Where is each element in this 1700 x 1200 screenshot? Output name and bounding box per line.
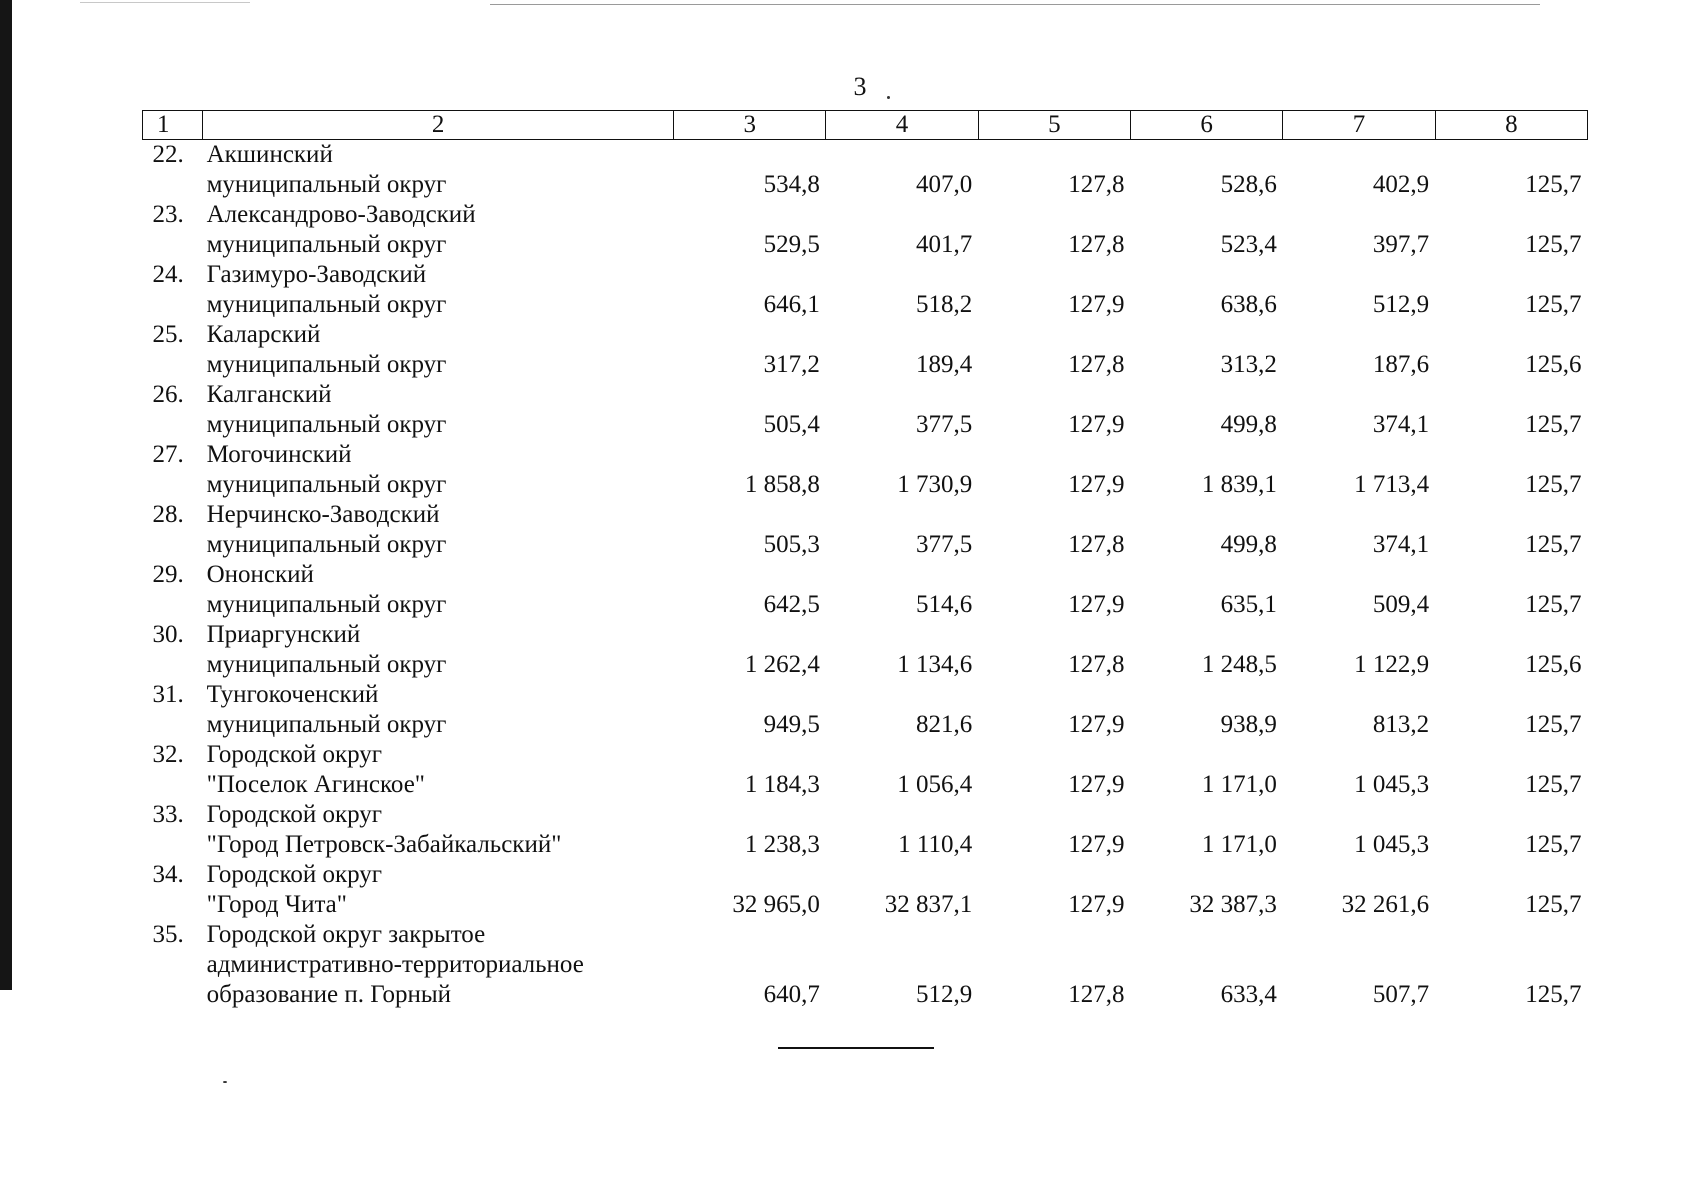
- row-name-line: Александрово-Заводский: [206, 201, 476, 228]
- value-cell: 127,8: [1068, 981, 1125, 1008]
- table-row: [143, 680, 1588, 740]
- table-row: [143, 800, 1588, 860]
- value-cell: 125,7: [1525, 981, 1582, 1008]
- value-cell: 32 261,6: [1341, 891, 1430, 918]
- value-cell: 125,6: [1525, 351, 1582, 378]
- row-name: [203, 200, 674, 260]
- value-cell: 187,6: [1372, 351, 1430, 378]
- value-cell: 377,5: [915, 411, 973, 438]
- value-cell: 518,2: [915, 291, 973, 318]
- value-cell: 528,6: [1220, 171, 1277, 198]
- row-name-line: муниципальный округ: [206, 711, 447, 738]
- row-name-line: "Поселок Агинское": [206, 771, 426, 798]
- header-cell: 1: [143, 111, 203, 140]
- value-cell: 507,7: [1372, 981, 1430, 1008]
- row-index: 35.: [152, 921, 184, 948]
- row-index: 33.: [152, 801, 184, 828]
- value-cell: 1 122,9: [1354, 651, 1430, 678]
- table-body: [143, 140, 1588, 1011]
- row-name-line: Городской округ: [206, 861, 383, 888]
- value-cell: 1 056,4: [897, 771, 973, 798]
- value-cell: 938,9: [1220, 711, 1277, 738]
- value-cell: 402,9: [1372, 171, 1430, 198]
- value-cell: 1 713,4: [1354, 471, 1430, 498]
- table-header: [143, 111, 1588, 140]
- row-name: [203, 800, 674, 860]
- row-name-line: Городской округ: [206, 741, 383, 768]
- row-name: [203, 740, 674, 800]
- table-row: [143, 740, 1588, 800]
- table-row: [143, 560, 1588, 620]
- value-cell: 127,9: [1068, 771, 1125, 798]
- value-cell: 509,4: [1372, 591, 1430, 618]
- row-name-line: муниципальный округ: [206, 351, 447, 378]
- row-index: 22.: [152, 141, 184, 168]
- value-cell: 127,8: [1068, 651, 1125, 678]
- row-name-line: муниципальный округ: [206, 411, 447, 438]
- row-name-line: муниципальный округ: [206, 531, 447, 558]
- row-name-line: "Город Чита": [206, 891, 347, 918]
- header-cell: 6: [1131, 111, 1283, 140]
- value-cell: 640,7: [763, 981, 820, 1008]
- row-name: [203, 620, 674, 680]
- scan-speck: [887, 96, 890, 99]
- value-cell: 127,9: [1068, 291, 1125, 318]
- value-cell: 125,7: [1525, 291, 1582, 318]
- row-index: 26.: [152, 381, 184, 408]
- value-cell: 1 110,4: [898, 831, 973, 858]
- value-cell: 125,7: [1525, 771, 1582, 798]
- row-name: [203, 320, 674, 380]
- value-cell: 125,7: [1525, 591, 1582, 618]
- value-cell: 1 730,9: [897, 471, 973, 498]
- header-row: [143, 111, 1588, 140]
- header-cell: 3: [674, 111, 826, 140]
- value-cell: 125,7: [1525, 231, 1582, 258]
- scan-speck: [223, 1081, 227, 1083]
- value-cell: 512,9: [915, 981, 973, 1008]
- table-row: [143, 620, 1588, 680]
- table-row: [143, 440, 1588, 500]
- value-cell: 127,8: [1068, 351, 1125, 378]
- value-cell: 949,5: [763, 711, 820, 738]
- value-cell: 1 262,4: [744, 651, 820, 678]
- value-cell: 505,4: [763, 411, 820, 438]
- row-name-line: муниципальный округ: [206, 651, 447, 678]
- value-cell: 401,7: [915, 231, 973, 258]
- row-name: [203, 920, 674, 1010]
- row-name-line: муниципальный округ: [206, 471, 447, 498]
- value-cell: 189,4: [915, 351, 973, 378]
- row-name-line: Городской округ: [206, 801, 383, 828]
- table-row: [143, 500, 1588, 560]
- row-name-line: Приаргунский: [206, 621, 361, 648]
- value-cell: 125,7: [1525, 711, 1582, 738]
- value-cell: 125,7: [1525, 831, 1582, 858]
- table-row: [143, 920, 1588, 1010]
- value-cell: 313,2: [1220, 351, 1277, 378]
- value-cell: 32 837,1: [884, 891, 973, 918]
- value-cell: 514,6: [915, 591, 973, 618]
- value-cell: 1 134,6: [897, 651, 973, 678]
- value-cell: 529,5: [763, 231, 820, 258]
- value-cell: 646,1: [763, 291, 820, 318]
- value-cell: 499,8: [1220, 531, 1277, 558]
- row-name-line: муниципальный округ: [206, 291, 447, 318]
- value-cell: 125,6: [1525, 651, 1582, 678]
- row-name-line: Могочинский: [206, 441, 352, 468]
- row-name-line: Калганский: [206, 381, 332, 408]
- value-cell: 1 248,5: [1201, 651, 1277, 678]
- value-cell: 512,9: [1372, 291, 1430, 318]
- value-cell: 377,5: [915, 531, 973, 558]
- value-cell: 397,7: [1372, 231, 1430, 258]
- value-cell: 127,8: [1068, 531, 1125, 558]
- value-cell: 1 858,8: [744, 471, 820, 498]
- table-row: [143, 200, 1588, 260]
- row-name-line: Городской округ закрытое: [206, 921, 486, 948]
- value-cell: 374,1: [1372, 531, 1430, 558]
- value-cell: 1 171,0: [1201, 831, 1277, 858]
- row-name-line: административно-территориальное: [206, 951, 584, 978]
- row-name-line: Тунгокоченский: [206, 681, 379, 708]
- table-row: [143, 320, 1588, 380]
- row-index: 25.: [152, 321, 184, 348]
- header-cell: 8: [1435, 111, 1587, 140]
- row-name: [203, 380, 674, 440]
- row-index: 30.: [152, 621, 184, 648]
- value-cell: 127,8: [1068, 171, 1125, 198]
- value-cell: 505,3: [763, 531, 820, 558]
- value-cell: 633,4: [1220, 981, 1277, 1008]
- value-cell: 407,0: [915, 171, 973, 198]
- row-name: [203, 140, 674, 201]
- value-cell: 127,9: [1068, 891, 1125, 918]
- value-cell: 642,5: [763, 591, 820, 618]
- row-index: 23.: [152, 201, 184, 228]
- row-index: 24.: [152, 261, 184, 288]
- value-cell: 125,7: [1525, 891, 1582, 918]
- row-name-line: Акшинский: [206, 141, 333, 168]
- value-cell: 127,9: [1068, 471, 1125, 498]
- row-name: [203, 680, 674, 740]
- value-cell: 1 238,3: [744, 831, 820, 858]
- end-rule: [778, 1047, 934, 1049]
- scan-edge-left: [0, 0, 12, 990]
- table-row: [143, 140, 1588, 201]
- value-cell: 127,8: [1068, 231, 1125, 258]
- row-name-line: Газимуро-Заводский: [206, 261, 427, 288]
- row-index: 32.: [152, 741, 184, 768]
- row-name: [203, 260, 674, 320]
- value-cell: 1 045,3: [1354, 831, 1430, 858]
- page-number: 3: [853, 72, 867, 101]
- row-index: 27.: [152, 441, 184, 468]
- row-index: 29.: [152, 561, 184, 588]
- row-name: [203, 440, 674, 500]
- value-cell: 125,7: [1525, 531, 1582, 558]
- scan-line-top: [490, 4, 1540, 5]
- header-cell: 5: [978, 111, 1130, 140]
- value-cell: 127,9: [1068, 711, 1125, 738]
- value-cell: 127,9: [1068, 411, 1125, 438]
- value-cell: 1 171,0: [1201, 771, 1277, 798]
- row-name-line: муниципальный округ: [206, 591, 447, 618]
- value-cell: 125,7: [1525, 471, 1582, 498]
- row-name-line: муниципальный округ: [206, 171, 447, 198]
- row-name-line: образование п. Горный: [206, 981, 452, 1008]
- row-index: 34.: [152, 861, 184, 888]
- row-name-line: "Город Петровск-Забайкальский": [206, 831, 562, 858]
- row-name-line: муниципальный округ: [206, 231, 447, 258]
- value-cell: 127,9: [1068, 591, 1125, 618]
- value-cell: 635,1: [1220, 591, 1277, 618]
- value-cell: 534,8: [763, 171, 820, 198]
- scan-line-top-short: [80, 2, 250, 3]
- value-cell: 317,2: [763, 351, 820, 378]
- row-name: [203, 500, 674, 560]
- value-cell: 374,1: [1372, 411, 1430, 438]
- value-cell: 821,6: [915, 711, 973, 738]
- value-cell: 125,7: [1525, 171, 1582, 198]
- value-cell: 127,9: [1068, 831, 1125, 858]
- data-table: [142, 110, 1588, 1010]
- value-cell: 1 184,3: [744, 771, 820, 798]
- table-row: [143, 260, 1588, 320]
- value-cell: 638,6: [1220, 291, 1277, 318]
- value-cell: 813,2: [1372, 711, 1430, 738]
- value-cell: 1 045,3: [1354, 771, 1430, 798]
- table-row: [143, 380, 1588, 440]
- row-name-line: Каларский: [206, 321, 321, 348]
- table-row: [143, 860, 1588, 920]
- header-cell: 7: [1283, 111, 1435, 140]
- row-name-line: Ононский: [206, 561, 314, 588]
- header-cell: 2: [203, 111, 674, 140]
- row-name: [203, 860, 674, 920]
- value-cell: 1 839,1: [1201, 471, 1277, 498]
- value-cell: 499,8: [1220, 411, 1277, 438]
- row-index: 31.: [152, 681, 184, 708]
- value-cell: 125,7: [1525, 411, 1582, 438]
- header-cell: 4: [826, 111, 978, 140]
- row-name: [203, 560, 674, 620]
- row-name-line: Нерчинско-Заводский: [206, 501, 440, 528]
- value-cell: 32 387,3: [1189, 891, 1277, 918]
- row-index: 28.: [152, 501, 184, 528]
- value-cell: 32 965,0: [732, 891, 820, 918]
- value-cell: 523,4: [1220, 231, 1277, 258]
